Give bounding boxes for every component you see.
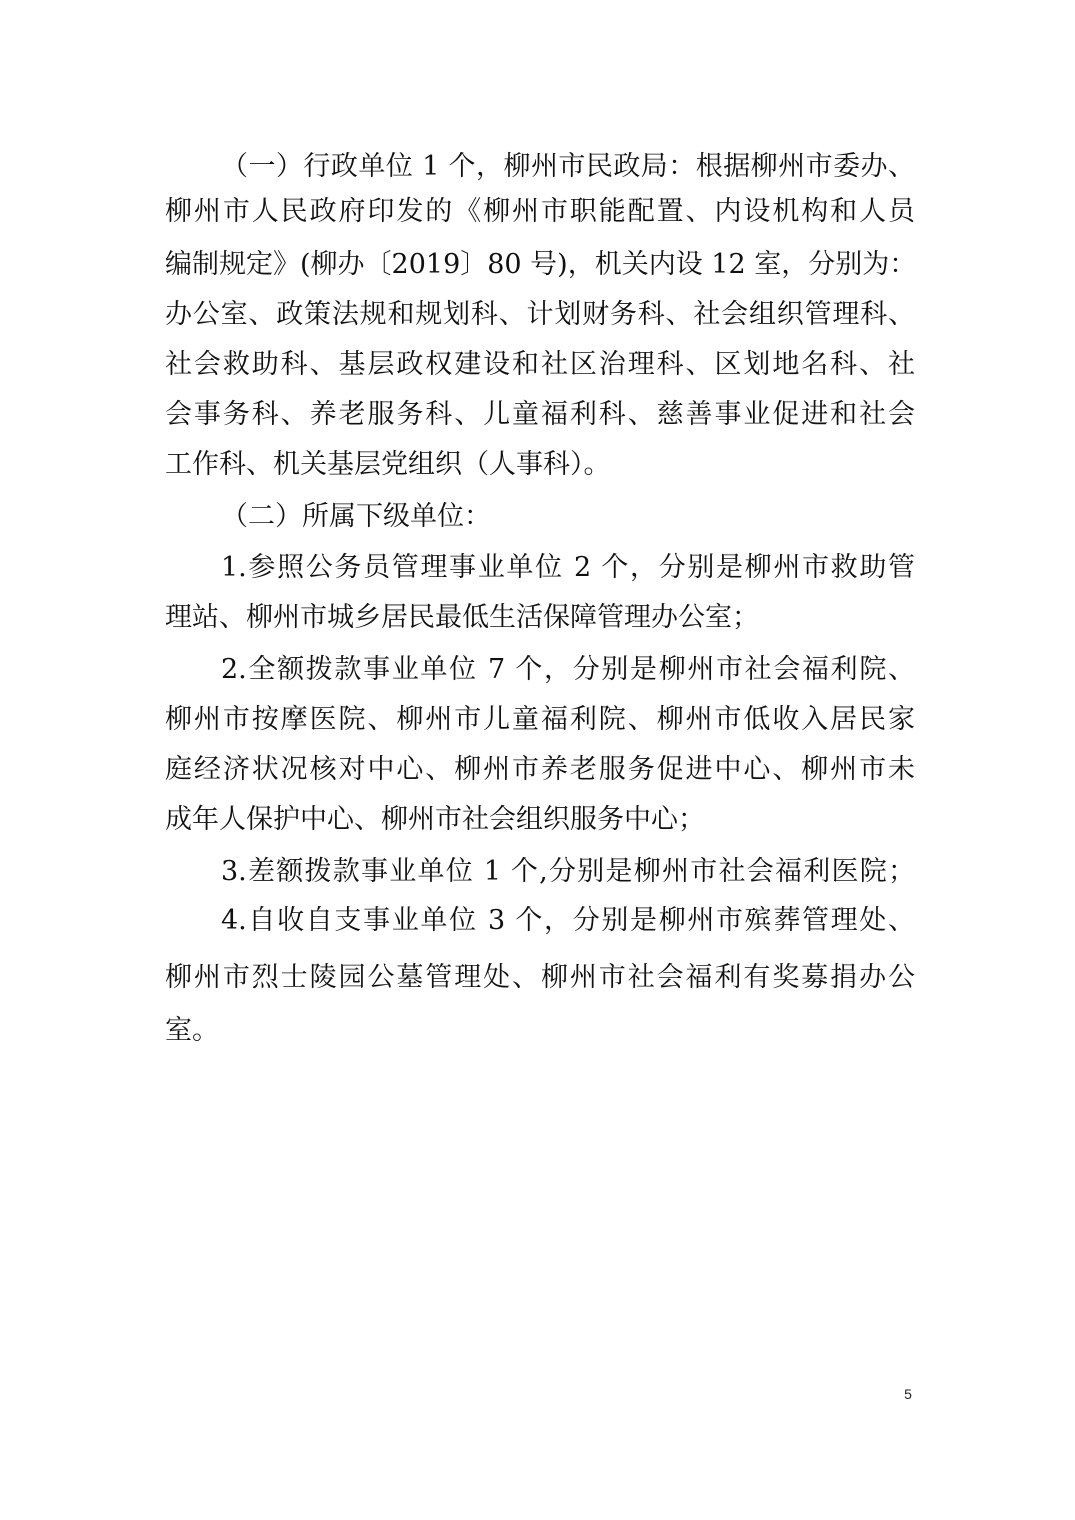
paragraph-line: 工作科、机关基层党组织（人事科）。 [165,449,611,480]
paragraph-line: 编制规定》(柳办〔2019〕80 号)，机关内设 12 室，分别为： [165,249,917,280]
page-number: 5 [904,1386,912,1402]
list-item-line: 3.差额拨款事业单位 1 个,分别是柳州市社会福利医院； [221,856,915,887]
section-heading: （二）所属下级单位： [221,501,491,532]
list-item-line: 成年人保护中心、柳州市社会组织服务中心； [165,804,705,835]
list-item-line: 室。 [165,1015,219,1046]
list-item-line: 4.自收自支事业单位 3 个，分别是柳州市殡葬管理处、 [221,905,915,936]
paragraph-line: 会事务科、养老服务科、儿童福利科、慈善事业促进和社会 [165,399,915,430]
paragraph-line: 办公室、政策法规和规划科、计划财务科、社会组织管理科、 [165,299,915,330]
list-item-line: 2.全额拨款事业单位 7 个，分别是柳州市社会福利院、 [221,654,915,685]
paragraph-line: 社会救助科、基层政权建设和社区治理科、区划地名科、社 [165,349,915,380]
paragraph-line: （一）行政单位 1 个，柳州市民政局：根据柳州市委办、 [221,151,915,182]
list-item-line: 庭经济状况核对中心、柳州市养老服务促进中心、柳州市未 [165,754,915,785]
paragraph-line: 柳州市人民政府印发的《柳州市职能配置、内设机构和人员 [165,196,915,227]
list-item-line: 理站、柳州市城乡居民最低生活保障管理办公室； [165,602,759,633]
list-item-line: 柳州市烈士陵园公墓管理处、柳州市社会福利有奖募捐办公 [165,962,915,993]
list-item-line: 1.参照公务员管理事业单位 2 个，分别是柳州市救助管 [221,552,915,583]
list-item-line: 柳州市按摩医院、柳州市儿童福利院、柳州市低收入居民家 [165,704,915,735]
